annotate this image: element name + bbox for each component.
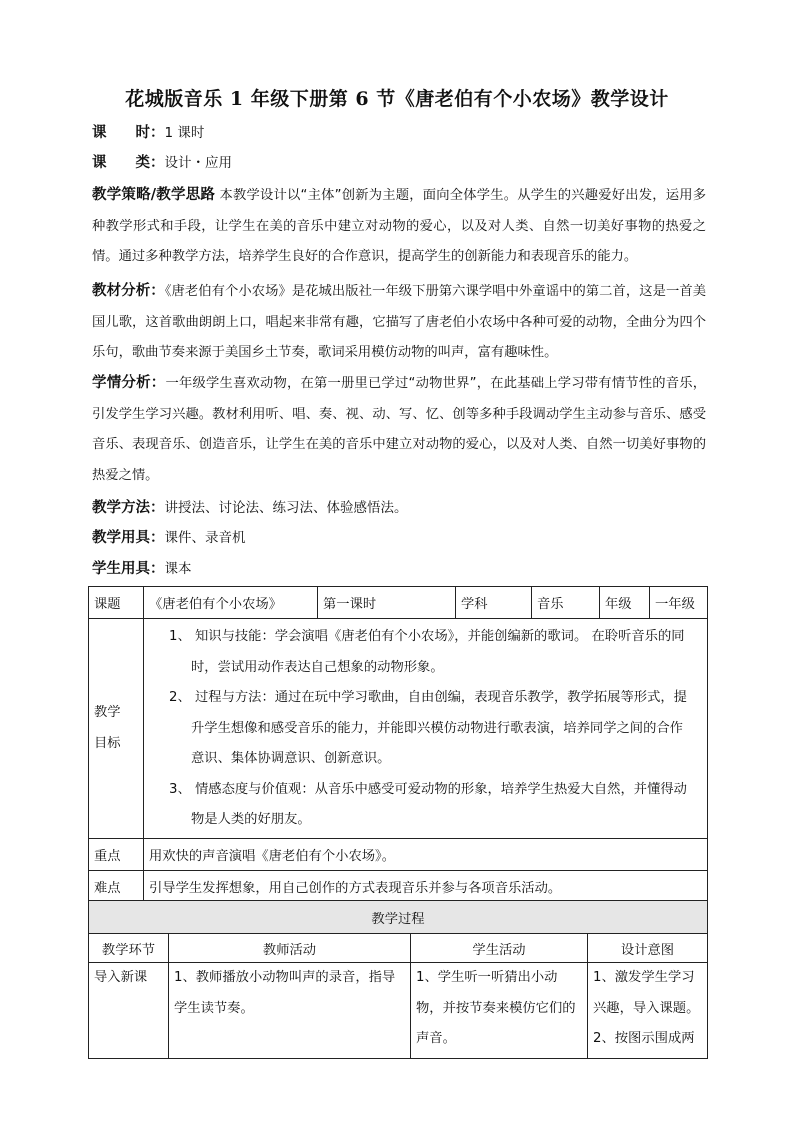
tools-text: 课件、录音机 [164, 530, 246, 546]
student-tools-label: 学生用具： [92, 560, 165, 577]
lesson-info-table [88, 586, 708, 903]
period-label: 课 时： [92, 124, 165, 141]
objectives-row [89, 619, 708, 839]
key-point-text: 用欢快的声音演唱《唐老伯有个小农场》。 [144, 839, 708, 871]
design-intent-cell: 1、激发学生学习兴趣，导入课题。2、按图示围成两 [588, 963, 708, 1059]
document-title: 花城版音乐 1 年级下册第 6 节《唐老伯有个小农场》教学设计 [125, 88, 669, 110]
strategy-label: 教学策略/教学思路 [92, 186, 216, 203]
objective-item: 3、 情感态度与价值观：从音乐中感受可爱动物的形象，培养学生热爱大自然，并懂得动物是人类的好朋友。 [169, 781, 687, 827]
method-text: 讲授法、讨论法、练习法、体验感悟法。 [164, 500, 408, 516]
period-line [92, 118, 712, 149]
key-point-row [89, 839, 708, 871]
objective-item: 2、 过程与方法：通过在玩中学习歌曲，自由创编，表现音乐教学，教学拓展等形式，提升学生想像和感受音乐的能力，并能即兴模仿动物进行歌表演，培养同学之间的合作意识、集体协调意识、创新意识。 [169, 690, 687, 766]
difficulty-label: 难点 [89, 871, 144, 903]
column-header: 设计意图 [588, 934, 708, 963]
student-tools-text: 课本 [164, 561, 192, 577]
material-label: 教材分析： [92, 282, 165, 299]
student-analysis-paragraph [92, 368, 706, 491]
grade-label: 年级 [600, 587, 650, 619]
difficulty-text: 引导学生发挥想象，用自己创作的方式表现音乐并参与各项音乐活动。 [144, 871, 708, 903]
subject-label: 学科 [456, 587, 532, 619]
student-activity-cell: 1、学生听一听猜出小动物，并按节奏来模仿它们的声音。 [411, 963, 588, 1059]
topic-row [89, 587, 708, 619]
type-line [92, 148, 712, 179]
process-header-row [89, 901, 708, 934]
method-line [92, 493, 712, 524]
tools-line [92, 523, 712, 554]
student-analysis-text: 一年级学生喜欢动物，在第一册里已学过“动物世界”，在此基础上学习带有情节性的音乐，引发学生学习兴趣。教材利用听、唱、奏、视、动、写、忆、创等多种手段调动学生主动参与音乐、感受音乐、表现音乐、创造音乐，让学生在美的音乐中建立对动物的爱心，以及对人类、自然一切美好事物的热爱之情。 [92, 376, 706, 483]
topic-label: 课题 [89, 587, 144, 619]
column-header: 教学环节 [89, 934, 169, 963]
difficulty-row [89, 871, 708, 903]
student-analysis-label: 学情分析： [92, 374, 166, 391]
strategy-text: 本教学设计以“主体”创新为主题，面向全体学生。从学生的兴趣爱好出发，运用多种教学形式和手段，让学生在美的音乐中建立对动物的爱心，以及对人类、自然一切美好事物的热爱之情。通过多种教学方法，培养学生良好的合作意识，提高学生的创新能力和表现音乐的能力。 [92, 188, 706, 264]
lesson-value: 第一课时 [318, 587, 456, 619]
key-point-label: 重点 [89, 839, 144, 871]
objectives-content [144, 619, 708, 839]
objectives-label-line-1: 教学 [94, 705, 121, 720]
stage-cell: 导入新课 [89, 963, 169, 1059]
type-label: 课 类： [92, 154, 165, 171]
process-columns-row [89, 934, 708, 963]
objectives-label [89, 619, 144, 839]
table-row [89, 963, 708, 1059]
process-header: 教学过程 [89, 901, 708, 934]
topic-value: 《唐老伯有个小农场》 [144, 587, 318, 619]
teacher-activity-cell: 1、教师播放小动物叫声的录音，指导学生读节奏。 [169, 963, 411, 1059]
subject-value: 音乐 [532, 587, 600, 619]
period-value: 1 课时 [164, 125, 205, 141]
student-tools-line [92, 554, 712, 585]
objectives-label-line-2: 目标 [94, 735, 121, 751]
type-value: 设计・应用 [164, 155, 232, 171]
material-text: 《唐老伯有个小农场》是花城出版社一年级下册第六课学唱中外童谣中的第二首，这是一首美国儿歌，这首歌曲朗朗上口，唱起来非常有趣，它描写了唐老伯小农场中各种可爱的动物，全曲分为四个乐句，歌曲节奏来源于美国乡土节奏，歌词采用模仿动物的叫声，富有趣味性。 [92, 284, 707, 360]
objective-item: 1、 知识与技能：学会演唱《唐老伯有个小农场》，并能创编新的歌词。 在聆听音乐的同时，尝试用动作表达自己想象的动物形象。 [169, 629, 685, 675]
strategy-paragraph [92, 180, 706, 273]
method-label: 教学方法： [92, 499, 165, 516]
grade-value: 一年级 [650, 587, 708, 619]
material-paragraph [92, 276, 706, 369]
tools-label: 教学用具： [92, 529, 165, 546]
column-header: 学生活动 [411, 934, 588, 963]
teaching-process-table [88, 900, 708, 1059]
column-header: 教师活动 [169, 934, 411, 963]
